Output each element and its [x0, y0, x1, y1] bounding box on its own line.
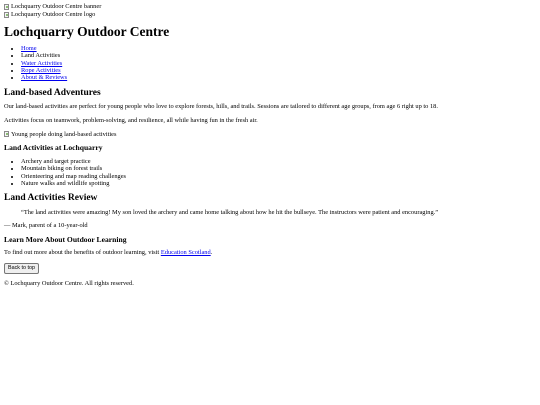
page: [4, 3, 534, 294]
banner-alt-text: Lochquarry Outdoor Centre banner: [11, 3, 102, 11]
intro-paragraph-2: Activities focus on teamwork, problem-solving, and resilience, all while having fun in the fresh air.: [4, 116, 258, 124]
section-heading-adventures: Land-based Adventures: [4, 87, 101, 98]
broken-image-icon: [4, 131, 9, 137]
learn-more-text: To find out more about the benefits of outdoor learning, visit: [4, 249, 161, 257]
list-item: • Nature walks and wildlife spotting: [21, 180, 534, 187]
broken-image-icon: [4, 4, 9, 10]
intro-paragraph-1: Our land-based activities are perfect for young people who love to explore forests, hills, and trails. Sessions are tailored to different age groups, from age 6 right up to 18.: [4, 103, 438, 111]
learn-more-paragraph: [4, 249, 534, 257]
banner-image: [4, 3, 534, 11]
learn-more-end: .: [210, 249, 213, 257]
site-footer: [4, 263, 534, 288]
activities-list: [4, 158, 534, 187]
nav-item-home: [21, 45, 534, 52]
nav-item-land: [21, 52, 534, 59]
main-content: [4, 88, 534, 257]
activities-image-alt: Young people doing land-based activities: [11, 130, 117, 138]
list-item: • Mountain biking on forest trails: [21, 165, 534, 172]
nav-link-rope[interactable]: Rope Activities: [21, 66, 61, 74]
activities-image: [4, 130, 534, 138]
activities-heading: Land Activities at Lochquarry: [4, 143, 103, 153]
main-nav: [4, 45, 534, 82]
nav-item-water: [21, 60, 534, 67]
review-author: — Mark, parent of a 10-year-old: [4, 222, 88, 230]
logo-alt-text: Lochquarry Outdoor Centre logo: [11, 11, 96, 19]
copyright-text: © Lochquarry Outdoor Centre. All rights reserved.: [4, 280, 134, 288]
list-item: • Archery and target practice: [21, 158, 534, 165]
logo-image: [4, 11, 534, 19]
broken-image-icon: [4, 12, 9, 18]
review-heading: Land Activities Review: [4, 193, 98, 204]
site-title: Lochquarry Outdoor Centre: [4, 24, 170, 39]
nav-item-rope: [21, 67, 534, 74]
back-to-top-button[interactable]: Back to top: [4, 263, 39, 274]
nav-link-water[interactable]: Water Activities: [21, 59, 63, 67]
review-quote: “The land activities were amazing! My son loved the archery and came home talking about how he hit the bullseye. The instructors were patient and encouraging.”: [21, 208, 439, 216]
nav-item-about: [21, 74, 534, 81]
nav-current-land: Land Activities: [21, 52, 61, 60]
education-scotland-link[interactable]: Education Scotland: [160, 249, 211, 257]
site-header: [4, 3, 534, 82]
nav-link-home[interactable]: Home: [21, 44, 37, 52]
learn-more-heading: Learn More About Outdoor Learning: [4, 235, 127, 245]
nav-link-about[interactable]: About & Reviews: [21, 74, 68, 82]
list-item: • Orienteering and map reading challenges: [21, 173, 534, 180]
